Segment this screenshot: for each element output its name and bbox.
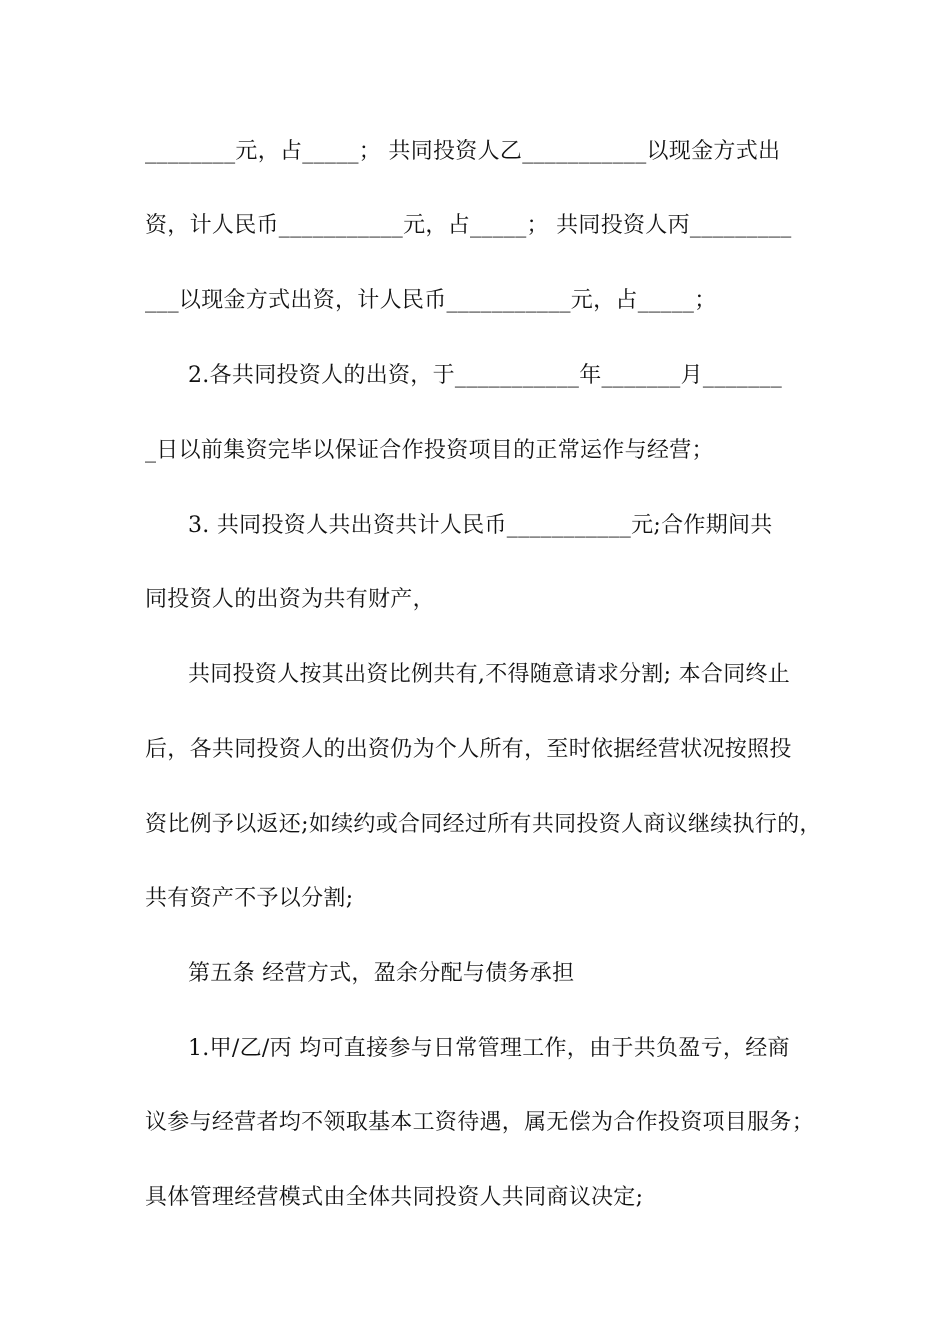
text-line: 共同投资人按其出资比例共有,不得随意请求分割; 本合同终止 (188, 662, 791, 687)
text-line: 议参与经营者均不领取基本工资待遇，属无偿为合作投资项目服务； (145, 1110, 815, 1135)
text-line: 后，各共同投资人的出资仍为个人所有，至时依据经营状况按照投 (145, 737, 792, 762)
text-line: 1.甲/乙/丙 均可直接参与日常管理工作，由于共负盈亏，经商 (188, 1036, 790, 1061)
text-line: ________元，占_____； 共同投资人乙___________以现金方式出 (145, 139, 781, 164)
text-line: 共有资产不予以分割; (145, 886, 354, 911)
text-line: _日以前集资完毕以保证合作投资项目的正常运作与经营； (145, 438, 714, 463)
text-line: 资比例予以返还;如续约或合同经过所有共同投资人商议继续执行的， (145, 812, 822, 837)
section-heading: 第五条 经营方式，盈余分配与债务承担 (188, 961, 575, 986)
text-line: 3. 共同投资人共出资共计人民币___________元;合作期间共 (188, 513, 773, 538)
text-line: 2.各共同投资人的出资，于___________年_______月_______ (188, 363, 782, 388)
text-line: 具体管理经营模式由全体共同投资人共同商议决定; (145, 1185, 644, 1210)
text-line: 同投资人的出资为共有财产， (145, 587, 435, 612)
text-line: 资，计人民币___________元，占_____； 共同投资人丙_________ (145, 213, 792, 238)
text-line: ___以现金方式出资，计人民币___________元，占_____； (145, 288, 717, 313)
